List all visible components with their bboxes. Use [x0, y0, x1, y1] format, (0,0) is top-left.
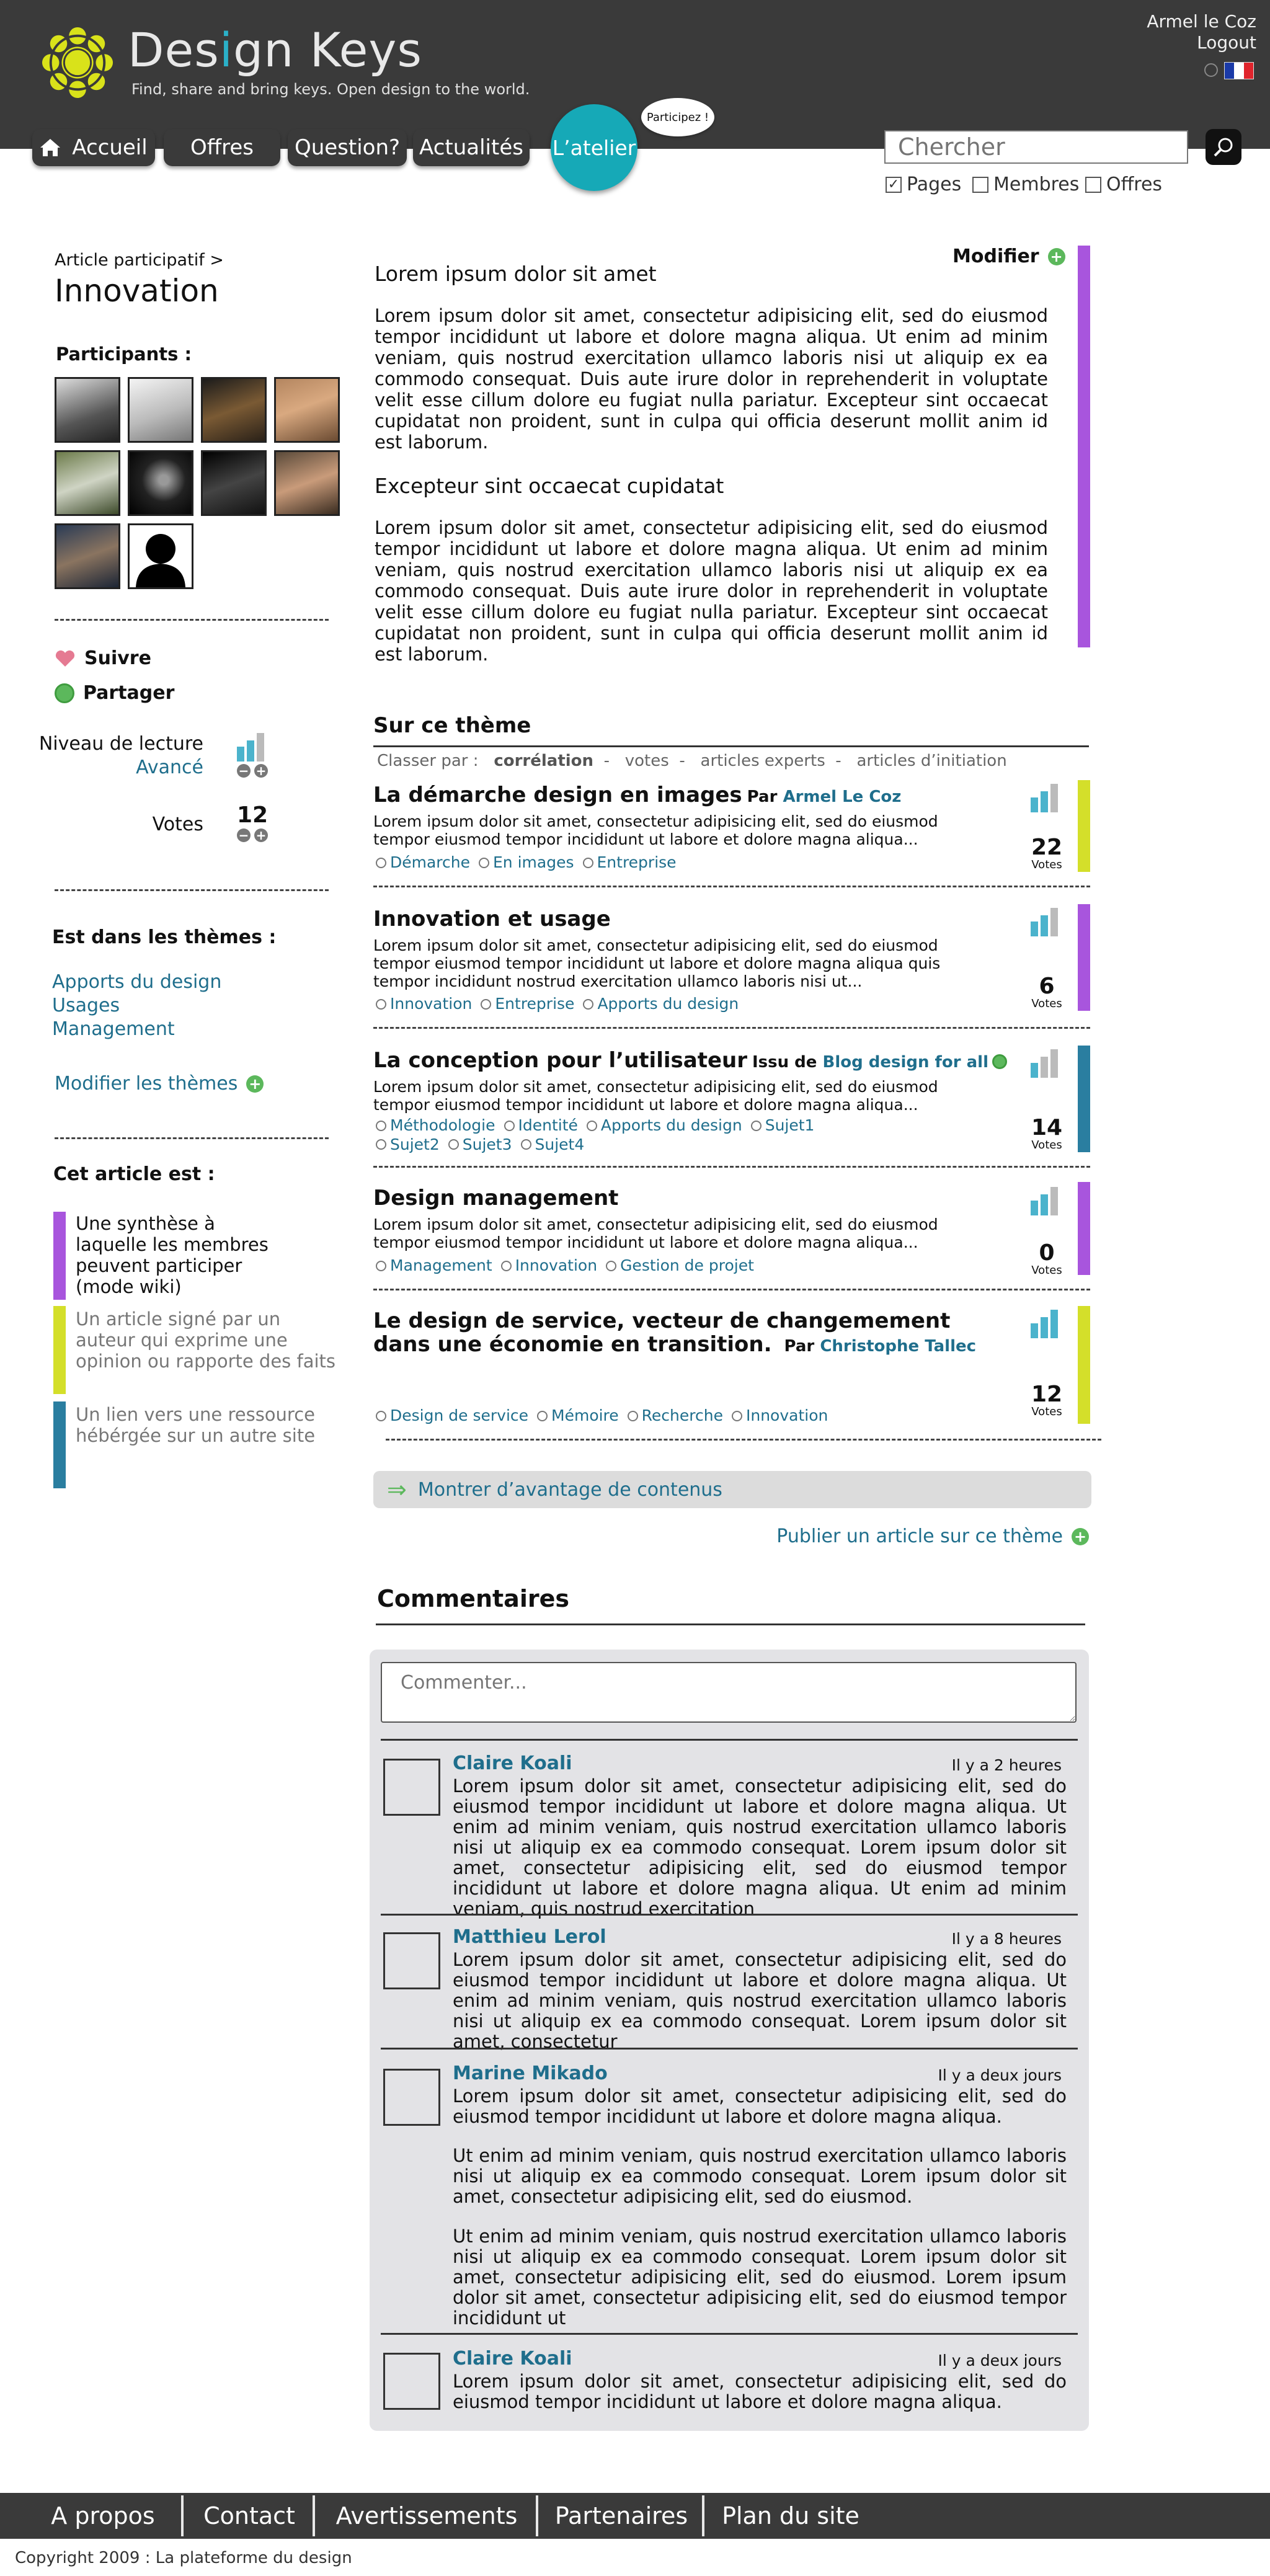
vote-count: 0 [1039, 1240, 1055, 1266]
comment-text: Lorem ipsum dolor sit amet, consectetur adipisicing elit, sed do eiusmod tempor incididunt ut labore et dolore magna aliqua. Ut enim ad minim veniam, quis nostrud exercitation ullamco laboris nisi ut aliquip ex ea commodo consequat. Lorem ipsum dolor sit amet, consectetur adipisicing elit, sed do eiusmod tempor incididunt ut labore et dolore magna aliqua. Ut enim ad minim veniam, quis nostrud exercitation [453, 1775, 1067, 1919]
divider [381, 1914, 1078, 1916]
breadcrumb[interactable]: Article participatif > [55, 251, 224, 270]
tag[interactable] [521, 1135, 585, 1154]
sort-bar: Classer par : corrélation - votes - articles experts - articles d’initiation [377, 752, 1007, 770]
divider [373, 1289, 1090, 1290]
default-user-silhouette-icon [130, 525, 192, 587]
sort-experts[interactable]: articles experts [700, 752, 825, 770]
related-item-title[interactable] [373, 1048, 1016, 1073]
divider [381, 2333, 1078, 2335]
votes-caption: Votes [1031, 997, 1062, 1010]
french-flag-icon[interactable] [1224, 62, 1254, 79]
tag[interactable] [587, 1116, 742, 1135]
item-type-bar [1078, 1046, 1090, 1152]
filter-offres-label: Offres [1106, 174, 1163, 195]
nav-offres-button[interactable]: Offres [164, 129, 280, 166]
tag[interactable] [376, 1406, 528, 1425]
search-button[interactable] [1206, 129, 1241, 165]
tag[interactable] [376, 995, 472, 1013]
footer-avertissements-link[interactable]: Avertissements [318, 2495, 538, 2536]
related-item-excerpt: Lorem ipsum dolor sit amet, consectetur adipisicing elit, sed do eiusmod tempor eiusmod tempor incididunt ut labore et dolore magna aliqua... [373, 1078, 938, 1114]
tag-label: Design de service [390, 1406, 529, 1424]
related-item-title[interactable]: Design management [373, 1186, 619, 1210]
footer-contact-link[interactable]: Contact [186, 2495, 315, 2536]
show-more-label: Montrer d’avantage de contenus [417, 1478, 722, 1501]
comment-time: Il y a deux jours [938, 2352, 1062, 2369]
membres-checkbox[interactable] [972, 177, 988, 193]
legend-color-bar [53, 1401, 66, 1488]
tag[interactable] [479, 853, 574, 872]
tag[interactable] [583, 995, 739, 1013]
reading-level-value: Avancé [136, 757, 203, 778]
comment-text: Lorem ipsum dolor sit amet, consectetur adipisicing elit, sed do eiusmod tempor incididunt ut labore et dolore magna aliqua. [453, 2371, 1067, 2412]
partager-label: Partager [83, 682, 175, 704]
by-prefix: Issu de [752, 1053, 817, 1072]
avatar[interactable] [383, 2069, 440, 2126]
site-title-part: gn Keys [233, 22, 422, 78]
filter-pages[interactable] [886, 174, 961, 195]
suivre-button[interactable] [55, 647, 151, 669]
author-link[interactable]: Christophe Tallec [820, 1337, 977, 1356]
avatar[interactable] [383, 2353, 440, 2410]
flag-stripe [1234, 63, 1243, 79]
vote-count: 12 [1031, 1382, 1063, 1407]
tag-label: Management [390, 1256, 492, 1274]
divider [55, 889, 329, 891]
article-heading: Lorem ipsum dolor sit amet [375, 262, 657, 286]
tag[interactable] [376, 1256, 492, 1275]
divider [373, 1027, 1090, 1029]
pages-checkbox[interactable]: ✓ [886, 177, 902, 193]
level-bars-icon [1031, 783, 1063, 812]
votes-label: Votes [152, 814, 203, 835]
comment-author[interactable]: Marine Mikado [453, 2063, 608, 2084]
nav-accueil-label: Accueil [72, 135, 148, 160]
participant-avatar[interactable] [274, 450, 340, 516]
tag[interactable] [376, 1135, 440, 1154]
tag-label: Gestion de projet [620, 1256, 754, 1274]
nav-question-button[interactable]: Question? [288, 129, 407, 166]
level-bars-icon [1031, 1048, 1063, 1078]
plus-icon: + [1048, 248, 1065, 265]
comment-time: Il y a 8 heures [951, 1930, 1062, 1948]
divider [386, 1439, 1101, 1441]
related-item-title[interactable] [373, 783, 901, 807]
legend-link-text: Un lien vers une ressource hébérgée sur un autre site [76, 1404, 316, 1446]
tag-list [376, 995, 990, 1014]
arrow-right-icon: ⇒ [387, 1476, 407, 1503]
tag[interactable] [448, 1135, 512, 1154]
related-section-title: Sur ce thème [373, 713, 531, 738]
themes-label: Est dans les thèmes : [52, 926, 277, 948]
tag[interactable] [628, 1406, 723, 1425]
avatar[interactable] [383, 1759, 440, 1816]
comment-author[interactable]: Matthieu Lerol [453, 1926, 606, 1948]
comment-text: Ut enim ad minim veniam, quis nostrud exercitation ullamco laboris nisi ut aliquip ex ea commodo consequat. Lorem ipsum dolor sit amet, consectetur adipisicing elit, sed do eiusmod. [453, 2145, 1067, 2207]
tag-list [376, 1116, 872, 1154]
flag-stripe [1225, 63, 1234, 79]
legend-color-bar [53, 1212, 66, 1300]
divider [55, 1137, 329, 1139]
vote-minus-button[interactable]: − [237, 828, 251, 842]
copyright: Copyright 2009 : La plateforme du design [15, 2549, 352, 2567]
item-type-bar [1078, 1306, 1090, 1424]
external-link-icon [992, 1054, 1007, 1069]
sort-correlation[interactable]: corrélation [494, 752, 594, 770]
divider [55, 619, 329, 621]
tag[interactable] [501, 1256, 597, 1275]
by-prefix: Par [747, 788, 778, 806]
participez-bubble[interactable]: Participez ! [641, 98, 714, 136]
tag[interactable] [376, 853, 470, 872]
theme-link[interactable]: Apports du design [52, 971, 222, 993]
participant-avatar[interactable] [55, 523, 120, 589]
filter-pages-label: Pages [907, 174, 962, 195]
participant-avatar[interactable] [201, 377, 267, 443]
participant-avatar[interactable] [128, 523, 193, 589]
article-paragraph: Lorem ipsum dolor sit amet, consectetur adipisicing elit, sed do eiusmod tempor incididunt ut labore et dolore magna aliqua. Ut enim ad minim veniam, quis nostrud exercitation ullamco laboris nisi ut aliquip ex ea commodo consequat. Duis aute irure dolor in reprehenderit in voluptate velit esse cillum dolore eu fugiat nulla pariatur. Excepteur sint occaecat cupidatat non proident, sunt in culpa qui officia deserunt mollit anim id est laborum. [375, 517, 1048, 665]
level-plus-button[interactable]: + [254, 764, 268, 778]
votes-value: 12 [237, 802, 269, 828]
author-link[interactable]: Armel Le Coz [783, 788, 902, 806]
tag-label: Entreprise [597, 853, 677, 871]
legend-wiki-text: Une synthèse à laquelle les membres peuvent participer (mode wiki) [76, 1213, 269, 1297]
tag-label: Sujet4 [535, 1135, 585, 1153]
tag-label: Démarche [390, 853, 471, 871]
tag[interactable] [606, 1256, 754, 1275]
search-icon [1213, 136, 1234, 158]
plus-icon: + [246, 1075, 264, 1093]
related-item-excerpt: Lorem ipsum dolor sit amet, consectetur adipisicing elit, sed do eiusmod tempor eiusmod tempor incididunt ut labore et dolore magna aliqua... [373, 812, 938, 848]
partager-button[interactable] [55, 682, 174, 704]
publish-article-label: Publier un article sur ce thème [776, 1526, 1063, 1547]
legend-color-bar [53, 1306, 66, 1394]
nav-accueil-button[interactable] [32, 129, 155, 166]
suivre-label: Suivre [84, 647, 151, 669]
source-link[interactable]: Blog design for all [822, 1053, 988, 1072]
participant-avatar[interactable] [274, 377, 340, 443]
related-item-title[interactable]: Innovation et usage [373, 907, 611, 931]
modifier-label: Modifier [952, 246, 1039, 267]
tag-label: Apports du design [597, 995, 739, 1013]
by-prefix: Par [784, 1337, 815, 1356]
footer-plan-link[interactable]: Plan du site [722, 2502, 859, 2529]
item-title-text: La conception pour l’utilisateur [373, 1048, 747, 1073]
footer-partenaires-link[interactable]: Partenaires [541, 2495, 704, 2536]
tag[interactable] [504, 1116, 578, 1135]
related-item-title[interactable] [373, 1332, 976, 1357]
participant-avatar[interactable] [128, 377, 193, 443]
sort-initiation[interactable]: articles d’initiation [856, 752, 1007, 770]
flag-stripe [1244, 63, 1253, 79]
tag[interactable] [732, 1406, 828, 1425]
divider [373, 1166, 1090, 1168]
article-type-label: Cet article est : [53, 1163, 215, 1185]
article-paragraph: Lorem ipsum dolor sit amet, consectetur adipisicing elit, sed do eiusmod tempor incididunt ut labore et dolore magna aliqua. Ut enim ad minim veniam, quis nostrud exercitation ullamco laboris nisi ut aliquip ex ea commodo consequat. Duis aute irure dolor in reprehenderit in voluptate velit esse cillum dolore eu fugiat nulla pariatur. Excepteur sint occaecat cupidatat non proident, sunt in culpa qui officia deserunt mollit anim id est laborum. [375, 305, 1048, 453]
theme-link[interactable]: Usages [52, 995, 120, 1016]
comment-input[interactable] [381, 1662, 1077, 1723]
tag[interactable] [583, 853, 677, 872]
tagline: Find, share and bring keys. Open design to the world. [131, 81, 530, 98]
nav-actualites-button[interactable]: Actualités [413, 129, 530, 166]
item-type-bar [1078, 780, 1090, 872]
tag-list [376, 1406, 990, 1426]
related-item-excerpt: Lorem ipsum dolor sit amet, consectetur adipisicing elit, sed do eiusmod tempor eiusmod tempor incididunt ut labore et dolore magna aliqua quis tempor incididunt nostrud exercitation ullamco laboris nisi ut... [373, 936, 941, 990]
divider [373, 886, 1090, 887]
tag-label: En images [493, 853, 574, 871]
filter-membres[interactable] [972, 174, 1079, 195]
theme-link[interactable]: Management [52, 1018, 175, 1040]
votes-caption: Votes [1031, 1405, 1062, 1418]
page-title: Innovation [55, 273, 219, 309]
vote-count: 6 [1039, 974, 1055, 999]
search-input[interactable] [884, 130, 1188, 164]
tag-label: Apports du design [600, 1116, 742, 1134]
section-rule [376, 1623, 1085, 1625]
site-title-part: Des [128, 22, 220, 78]
divider [381, 2048, 1078, 2050]
footer-apropos-link[interactable]: A propos [25, 2495, 184, 2536]
home-icon [40, 138, 61, 157]
section-rule [373, 745, 1089, 747]
comment-time: Il y a deux jours [938, 2066, 1062, 2084]
reading-level-label: Niveau de lecture [38, 733, 203, 755]
participants-label: Participants : [56, 344, 192, 365]
plus-icon: + [1072, 1528, 1089, 1545]
comment-text: Ut enim ad minim veniam, quis nostrud exercitation ullamco laboris nisi ut aliquip ex ea commodo consequat. Lorem ipsum dolor sit amet, consectetur adipisicing elit, sed do eiusmod. Lorem ipsum dolor sit amet, consectetur adipisicing elit, sed do eiusmod tempor incididunt ut [453, 2226, 1067, 2329]
article-type-bar [1078, 246, 1090, 647]
vote-count: 14 [1031, 1115, 1063, 1140]
tag[interactable] [481, 995, 574, 1013]
level-bars-icon [1031, 1186, 1063, 1215]
tag-label: Innovation [515, 1256, 598, 1274]
comments-title: Commentaires [377, 1585, 569, 1612]
participant-avatar[interactable] [55, 450, 120, 516]
tag-label: Identité [518, 1116, 578, 1134]
tag-label: Innovation [390, 995, 473, 1013]
language-radio[interactable] [1204, 63, 1218, 77]
votes-caption: Votes [1031, 1139, 1062, 1152]
vote-count: 22 [1031, 835, 1063, 860]
article-heading: Excepteur sint occaecat cupidatat [375, 474, 724, 498]
participant-avatar[interactable] [201, 450, 267, 516]
related-item-excerpt: Lorem ipsum dolor sit amet, consectetur adipisicing elit, sed do eiusmod tempor eiusmod tempor incididunt ut labore et dolore magna aliqua... [373, 1215, 938, 1251]
tag-label: Innovation [745, 1406, 828, 1424]
filter-offres[interactable] [1085, 174, 1162, 195]
votes-caption: Votes [1031, 858, 1062, 871]
tag-list [376, 853, 990, 873]
sun-logo-icon[interactable] [41, 26, 114, 99]
tag[interactable] [537, 1406, 619, 1425]
item-title-text: dans une économie en transition. [373, 1332, 772, 1357]
level-bars-icon [1031, 1308, 1063, 1338]
avatar[interactable] [383, 1932, 440, 1989]
sort-prefix: Classer par : [377, 752, 479, 770]
divider [381, 1739, 1078, 1741]
modifier-themes-label: Modifier les thèmes [55, 1073, 238, 1095]
vote-plus-button[interactable]: + [254, 828, 268, 842]
tag-label: Méthodologie [390, 1116, 495, 1134]
modifier-themes-link[interactable] [55, 1073, 264, 1095]
tag-label: Sujet2 [390, 1135, 440, 1153]
level-minus-button[interactable]: − [237, 764, 251, 778]
item-type-bar [1078, 904, 1090, 1011]
tag[interactable] [376, 1116, 495, 1135]
filter-membres-label: Membres [993, 174, 1080, 195]
legend-signed-text: Un article signé par un auteur qui exprime une opinion ou rapporte des faits [76, 1308, 336, 1372]
user-name-link[interactable]: Armel le Coz [1147, 11, 1256, 32]
level-bars-icon [1031, 907, 1063, 936]
show-more-button[interactable] [373, 1471, 1091, 1508]
offres-checkbox[interactable] [1085, 177, 1101, 193]
level-bars-icon [237, 732, 269, 762]
sort-votes[interactable]: votes [624, 752, 669, 770]
tag-label: Sujet1 [765, 1116, 815, 1134]
comment-text: Lorem ipsum dolor sit amet, consectetur adipisicing elit, sed do eiusmod tempor incididunt ut labore et dolore magna aliqua. Ut enim ad minim veniam, quis nostrud exercitation ullamco laboris nisi ut aliquip ex ea commodo consequat. Lorem ipsum dolor sit amet, consectetur [453, 1949, 1067, 2052]
modifier-button[interactable] [952, 246, 1065, 267]
site-title[interactable] [128, 22, 422, 78]
logout-link[interactable]: Logout [1197, 32, 1256, 53]
participant-avatar[interactable] [55, 377, 120, 443]
tag-label: Entreprise [495, 995, 575, 1013]
comment-time: Il y a 2 heures [951, 1756, 1062, 1774]
comment-author[interactable]: Claire Koali [453, 1752, 572, 1774]
votes-caption: Votes [1031, 1264, 1062, 1277]
heart-icon [55, 650, 76, 667]
tag-label: Sujet3 [462, 1135, 512, 1153]
item-title-text: La démarche design en images [373, 783, 742, 807]
share-icon [55, 683, 74, 703]
tag[interactable] [751, 1116, 815, 1135]
publish-article-link[interactable] [776, 1526, 1089, 1547]
related-item-title[interactable]: Le design de service, vecteur de changemement [373, 1308, 951, 1333]
comment-text: Lorem ipsum dolor sit amet, consectetur adipisicing elit, sed do eiusmod tempor incididunt ut labore et dolore magna aliqua. [453, 2085, 1067, 2127]
tag-list [376, 1256, 990, 1276]
tag-label: Recherche [641, 1406, 723, 1424]
item-type-bar [1078, 1182, 1090, 1275]
participant-avatar[interactable] [128, 450, 193, 516]
site-title-accent: i [219, 22, 233, 78]
nav-atelier-button[interactable]: L’atelier [551, 104, 637, 191]
tag-label: Mémoire [551, 1406, 619, 1424]
comment-author[interactable]: Claire Koali [453, 2348, 572, 2369]
